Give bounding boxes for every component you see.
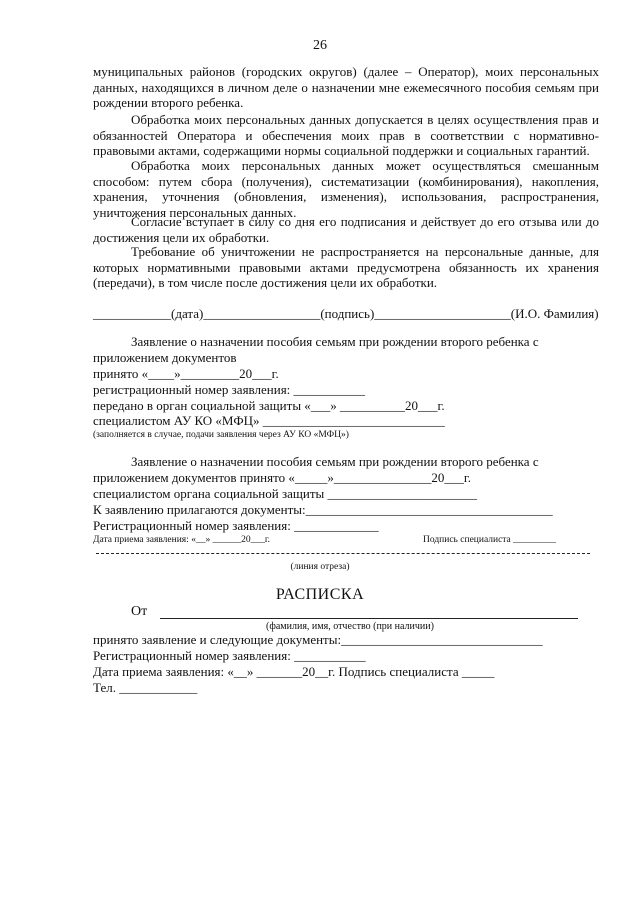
mfc-line-2: приложением документов [93,350,237,365]
mfc-line-4: регистрационный номер заявления: ___________ [93,382,366,397]
consent-paragraph-4: Согласие вступает в силу со дня его подписания и действует до его отзыва или до достижения цели их обработки. [93,214,599,245]
receipt-from-underline [160,618,578,619]
receipt-line-2: Регистрационный номер заявления: ___________ [93,648,366,663]
page-number: 26 [313,38,327,53]
consent-paragraph-5: Требование об уничтожении не распространяется на персональные данные, для которых нормативными правовыми актами предусмотрена обязанность их хранения (передачи), в том числе после достижения цели их обработки. [93,244,599,290]
szn-line-4: К заявлению прилагаются документы:______________________________________ [93,502,553,517]
receipt-line-3: Дата приема заявления: «__» _______20__г. Подпись специалиста _____ [93,664,495,679]
mfc-line-5: передано в орган социальной защиты «___» __________20___г. [93,398,445,413]
mfc-line-3: принято «____»_________20___г. [93,366,279,381]
consent-paragraph-1: муниципальных районов (городских округов) (далее – Оператор), моих персональных данных, находящихся в личном деле о назначении мне ежемесячного пособия семьям при рождении второго ребенка. [93,64,599,110]
cut-line [96,553,590,554]
szn-sign-small: Подпись специалиста _________ [423,535,556,545]
szn-line-3: специалистом органа социальной защиты _______________________ [93,486,478,501]
cut-line-label: (линия отреза) [290,562,350,572]
szn-date-small: Дата приема заявления: «__» ______20___г. [93,535,271,545]
mfc-line-6: специалистом АУ КО «МФЦ» ____________________________ [93,413,445,428]
szn-line-2: приложением документов принято «_____»_______________20___г. [93,470,471,485]
signature-line: ____________(дата)__________________(подпись)_____________________(И.О. Фамилия) [93,306,599,321]
receipt-from-label: От [131,604,148,619]
receipt-title: РАСПИСКА [275,586,365,603]
szn-line-1: Заявление о назначении пособия семьям при рождении второго ребенка с [131,454,539,469]
receipt-line-4: Тел. ____________ [93,680,198,695]
consent-paragraph-2: Обработка моих персональных данных допускается в целях осуществления прав и обязанностей Оператора и обеспечения моих прав в соответствии с нормативно-правовыми актами, содержащими нормы социальной поддержки и социальных гарантий. [93,112,599,158]
szn-line-5: Регистрационный номер заявления: _____________ [93,518,379,533]
receipt-from-caption: (фамилия, имя, отчество (при наличии) [266,621,434,632]
consent-paragraph-3: Обработка моих персональных данных может осуществляться смешанным способом: путем сбора (получения), систематизации (комбинирования), накопления, хранения, уточнения (обновления, изменения), использования, распространения, уничтожения персональных данных. [93,158,599,220]
mfc-line-1: Заявление о назначении пособия семьям при рождении второго ребенка с [131,334,539,349]
receipt-line-1: принято заявление и следующие документы:_______________________________ [93,632,543,647]
mfc-note: (заполняется в случае, подачи заявления через АУ КО «МФЦ») [93,430,349,440]
